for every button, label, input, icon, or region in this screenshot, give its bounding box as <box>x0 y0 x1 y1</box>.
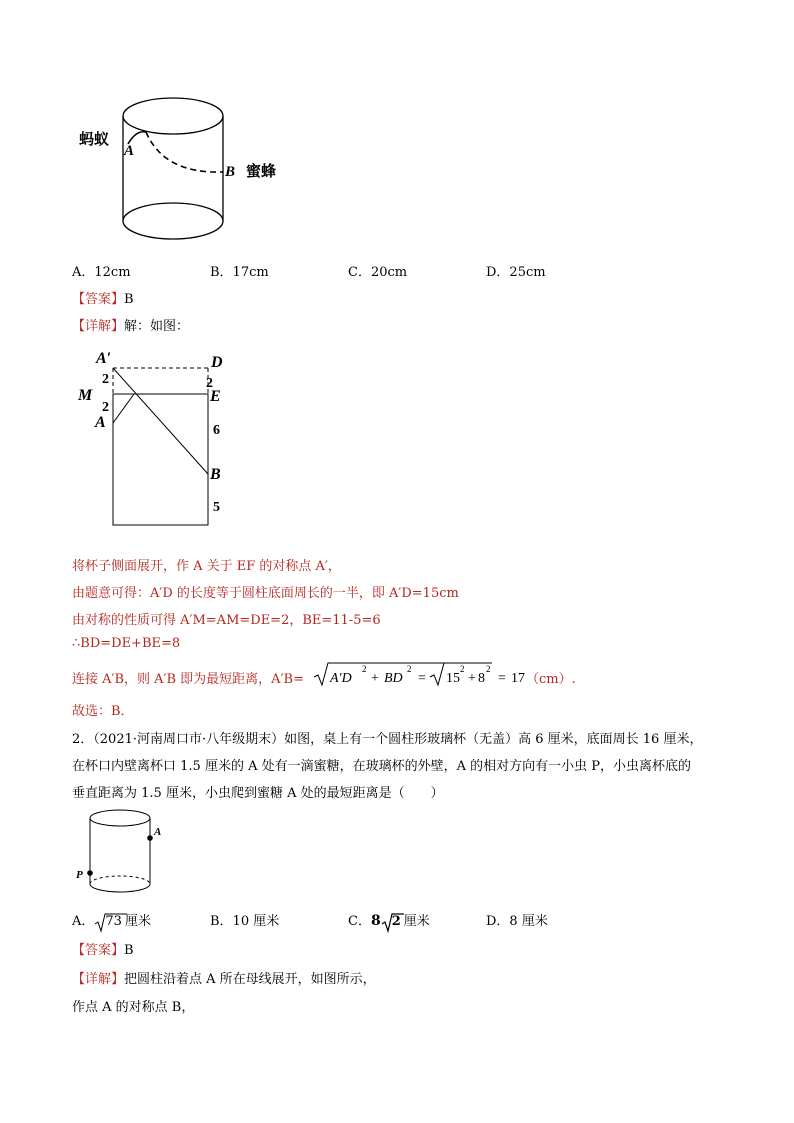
formula-unit: （cm）. <box>526 672 576 687</box>
label-m: M <box>78 387 93 404</box>
q2-option-c-coef: 8 <box>370 913 381 929</box>
detail-intro: 解：如图： <box>124 319 190 334</box>
num-left-mid: 2 <box>102 400 109 415</box>
q2-option-a-radicand: 73 <box>105 914 122 929</box>
label-d: D <box>211 354 223 371</box>
conclusion-line: 故选：B． <box>72 704 134 719</box>
solution-line-4: ∴BD=DE+BE=8 <box>72 636 181 651</box>
bee-label: 蜜蜂 <box>246 164 277 180</box>
q2-stem-line-1: 2．（2021·河南周口市·八年级期末）如图，桌上有一个圆柱形玻璃杯（无盖）高 6 厘米，底面周长 16 厘米， <box>72 732 703 747</box>
solution-line-2: 由题意可得：A′D 的长度等于圆柱底面周长的一半，即 A′D=15cm <box>72 586 459 601</box>
q2-detail-label: 【详解】 <box>72 972 125 987</box>
formula-eq-1: = <box>418 671 426 686</box>
q2-stem-line-3: 垂直距离为 1.5 厘米，小虫爬到蜜糖 A 处的最短距离是（ ） <box>72 786 444 801</box>
label-a-prime: A′ <box>96 350 112 367</box>
label-b: B <box>210 466 221 483</box>
q2-option-d: D．8 厘米 <box>486 914 548 929</box>
formula-plus-1: + <box>371 671 379 686</box>
formula-eq-2: = <box>498 671 506 686</box>
glass-cylinder-figure <box>70 808 170 898</box>
q2-option-b: B．10 厘米 <box>210 914 280 929</box>
formula-sq-2: 2 <box>407 664 412 674</box>
q2-option-c <box>348 910 430 929</box>
answer-value: B <box>124 292 134 307</box>
option-a: A．12cm <box>72 265 131 280</box>
formula-n8: 8 <box>478 671 485 686</box>
formula-sq-3: 2 <box>460 664 465 674</box>
formula-result: 17 <box>511 671 525 686</box>
q2-stem-line-2: 在杯口内壁离杯口 1.5 厘米的 A 处有一滴蜜糖，在玻璃杯的外壁，A 的相对方向有一小虫 P，小虫离杯底的 <box>72 759 691 774</box>
num-left-top: 2 <box>102 372 109 387</box>
q2-option-c-prefix: C． <box>348 914 371 929</box>
option-b: B．17cm <box>210 265 269 280</box>
detail-line <box>72 315 189 334</box>
option-c: C．20cm <box>348 265 408 280</box>
q2-point-a: A <box>154 826 162 838</box>
q2-option-a-prefix: A． <box>72 914 95 929</box>
q2-answer-label: 【答案】 <box>72 943 125 958</box>
q2-option-c-sqrt <box>381 914 401 929</box>
q2-option-a-unit: 厘米 <box>124 914 151 929</box>
q2-option-c-unit: 厘米 <box>403 914 430 929</box>
answer-label: 【答案】 <box>72 292 125 307</box>
q2-detail-line-2: 作点 A 的对称点 B， <box>72 1000 195 1015</box>
cylinder-ant-bee-figure <box>76 94 296 244</box>
unfolded-rectangle-diagram <box>76 343 246 533</box>
ant-label: 蚂蚁 <box>79 132 110 148</box>
num-right-mid: 6 <box>213 423 220 438</box>
q2-detail-text-1: 把圆柱沿着点 A 所在母线展开，如图所示， <box>124 972 376 987</box>
num-right-bot: 5 <box>213 500 220 515</box>
q2-point-p: P <box>76 869 83 881</box>
formula-sq-4: 2 <box>486 664 491 674</box>
q2-option-c-radicand: 2 <box>391 914 401 929</box>
option-d: D．25cm <box>486 265 546 280</box>
formula-n15: 15 <box>446 671 460 686</box>
q2-detail-line-1 <box>72 968 376 987</box>
point-a-label: A <box>124 143 135 159</box>
q2-option-a-sqrt <box>94 914 122 929</box>
formula-plus-2: + <box>468 671 476 686</box>
formula-sq-1: 2 <box>362 664 367 674</box>
solution-line-3: 由对称的性质可得 A′M=AM=DE=2，BE=11-5=6 <box>72 613 381 628</box>
formula-term-2: BD <box>384 671 403 686</box>
label-e: E <box>210 388 221 405</box>
q2-option-a <box>72 910 151 929</box>
point-b-label: B <box>225 164 236 180</box>
connect-line-prefix: 连接 A′B，则 A′B 即为最短距离，A′B= <box>72 672 304 687</box>
formula-term-1: A′D <box>330 671 352 686</box>
detail-label: 【详解】 <box>72 319 125 334</box>
q2-answer-value: B <box>124 943 134 958</box>
label-a: A <box>95 414 106 431</box>
answer-line <box>72 288 134 307</box>
solution-line-1: 将杯子侧面展开，作 A 关于 EF 的对称点 A′， <box>72 559 341 574</box>
q2-answer-line <box>72 939 134 958</box>
num-right-top: 2 <box>206 376 213 391</box>
